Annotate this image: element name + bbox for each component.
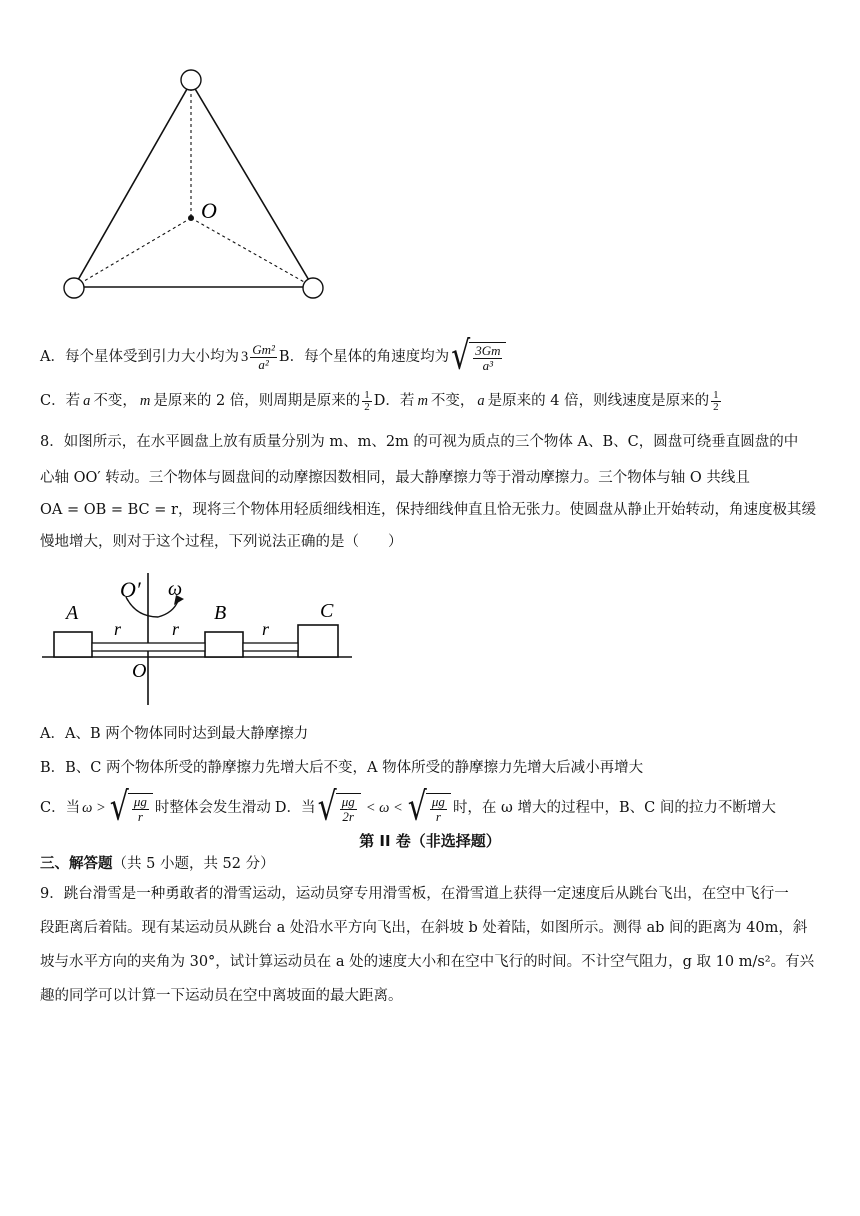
q7-option-a-coef: 3 — [240, 349, 249, 365]
q8-stem-line-1: 8．如图所示，在水平圆盘上放有质量分别为 m、m、2m 的可视为质点的三个物体 A、B、C，圆盘可绕垂直圆盘的中 — [40, 434, 799, 450]
center-label: O — [201, 198, 217, 223]
q7-option-d-text-2: 不变， — [430, 393, 475, 409]
section-heading — [40, 854, 275, 874]
label-r-2: r — [172, 619, 180, 639]
q7-option-d-text-1: D．若 — [373, 393, 415, 409]
star-right — [303, 278, 323, 298]
label-r-3: r — [262, 619, 270, 639]
star-top — [181, 70, 201, 90]
section-title: 第 II 卷（非选择题） — [359, 832, 501, 850]
string-b-c — [243, 643, 298, 651]
block-b — [205, 632, 243, 657]
q7-option-d-var-m: m — [417, 393, 428, 409]
label-c: C — [320, 600, 334, 622]
q9-stem-line-4: 趣的同学可以计算一下运动员在空中离坡面的最大距离。 — [40, 988, 403, 1004]
rotating-disc-figure — [38, 565, 368, 710]
dashed-line-left — [74, 218, 191, 287]
label-r-1: r — [114, 619, 122, 639]
string-a-b — [92, 643, 205, 651]
q7-option-row-cd — [40, 386, 723, 416]
q8-stem-line-4: 慢地增大，则对于这个过程，下列说法正确的是（ ） — [40, 534, 403, 550]
label-a: A — [66, 602, 79, 624]
block-c — [298, 625, 338, 657]
label-b: B — [214, 602, 227, 624]
q7-option-c-var-a: a — [83, 393, 91, 409]
label-omega: ω — [168, 578, 183, 600]
dashed-line-right — [191, 218, 313, 287]
q8-option-c-text-1: C．当 — [40, 800, 81, 816]
q7-option-b-num: 3Gm — [475, 342, 501, 358]
q9-stem-line-1: 9．跳台滑雪是一种勇敢者的滑雪运动，运动员穿专用滑雪板，在滑雪道上获得一定速度后从跳台飞出，在空中飞行一 — [40, 886, 789, 902]
block-a — [54, 632, 92, 657]
q9-stem-line-2: 段距离后着陆。现有某运动员从跳台 a 处沿水平方向飞出，在斜坡 b 处着陆，如图所示。测得 ab 间的距离为 40m，斜 — [40, 920, 808, 936]
q7-option-a-fraction — [250, 343, 277, 372]
q7-option-d-text-3: 是原来的 4 倍，则线速度是原来的 — [487, 393, 710, 409]
section-heading-bold: 三、解答题 — [40, 856, 113, 872]
q7-option-c-text-3: 是原来的 2 倍，则周期是原来的 — [153, 393, 361, 409]
q8-option-d-sqrt-1: √ $\frac{\mu g}{2r}$ — [318, 793, 361, 824]
q8-stem-line-3: OA = OB = BC = r，现将三个物体用轻质细线相连，保持细线伸直且恰无张力。使圆盘从静止开始转动，角速度极其缓 — [40, 502, 816, 518]
q7-option-b-sqrt: √ $\frac{3Gm}{\text{a³}}$ — [451, 342, 506, 373]
center-dot — [188, 215, 194, 221]
q8-option-a: A．A、B 两个物体同时达到最大静摩擦力 — [40, 726, 309, 742]
q8-option-c-omega: ω > — [82, 800, 106, 816]
q7-option-d-var-a: a — [477, 393, 485, 409]
q7-option-b-den: a³ — [482, 357, 494, 373]
q7-option-a-prefix: A．每个星体受到引力大小均为 — [40, 349, 239, 365]
q8-option-d-text-1: D．当 — [274, 800, 316, 816]
q7-option-c-fraction: $\frac{1}{2}$ — [364, 388, 370, 413]
q8-option-d-mid: < ω < — [365, 800, 403, 816]
q8-option-d-text-2: 时，在 ω 增大的过程中，B、C 间的拉力不断增大 — [452, 800, 776, 816]
q7-option-d-fraction: $\frac{1}{2}$ — [713, 388, 719, 413]
q9-stem-line-3: 坡与水平方向的夹角为 30°，试计算运动员在 a 处的速度大小和在空中飞行的时间。不计空气阻力，g 取 10 m/s²。有兴 — [40, 954, 815, 970]
q7-option-a-num: Gm² — [252, 341, 275, 357]
section-heading-rest: （共 5 小题，共 52 分） — [112, 856, 275, 872]
q7-option-c-text-2: 不变， — [93, 393, 137, 409]
triangle-side-right — [191, 82, 313, 287]
q7-option-row-ab — [40, 333, 508, 380]
q7-option-c-var-m: m — [139, 393, 151, 409]
star-triangle-figure — [55, 60, 345, 305]
q8-option-d-sqrt-2: √ $\frac{\mu g}{r}$ — [408, 793, 451, 824]
q7-option-b-prefix: B．每个星体的角速度均为 — [278, 349, 450, 365]
q7-option-a-den: a² — [258, 356, 269, 372]
q8-option-c-text-2: 时整体会发生滑动 — [154, 800, 271, 816]
label-o-prime: O′ — [120, 577, 141, 602]
q8-stem-line-2: 心轴 OO′ 转动。三个物体与圆盘间的动摩擦因数相同，最大静摩擦力等于滑动摩擦力。三个物体与轴 O 共线且 — [40, 470, 750, 486]
q8-option-b: B．B、C 两个物体所受的静摩擦力先增大后不变，A 物体所受的静摩擦力先增大后减小再增大 — [40, 760, 644, 776]
triangle-side-left — [74, 82, 191, 287]
star-left — [64, 278, 84, 298]
q7-option-c-text-1: C．若 — [40, 393, 81, 409]
q8-option-row-cd — [40, 784, 776, 831]
label-o: O — [132, 660, 147, 682]
q8-option-c-sqrt: √ $\frac{\mu g}{r}$ — [110, 793, 153, 824]
